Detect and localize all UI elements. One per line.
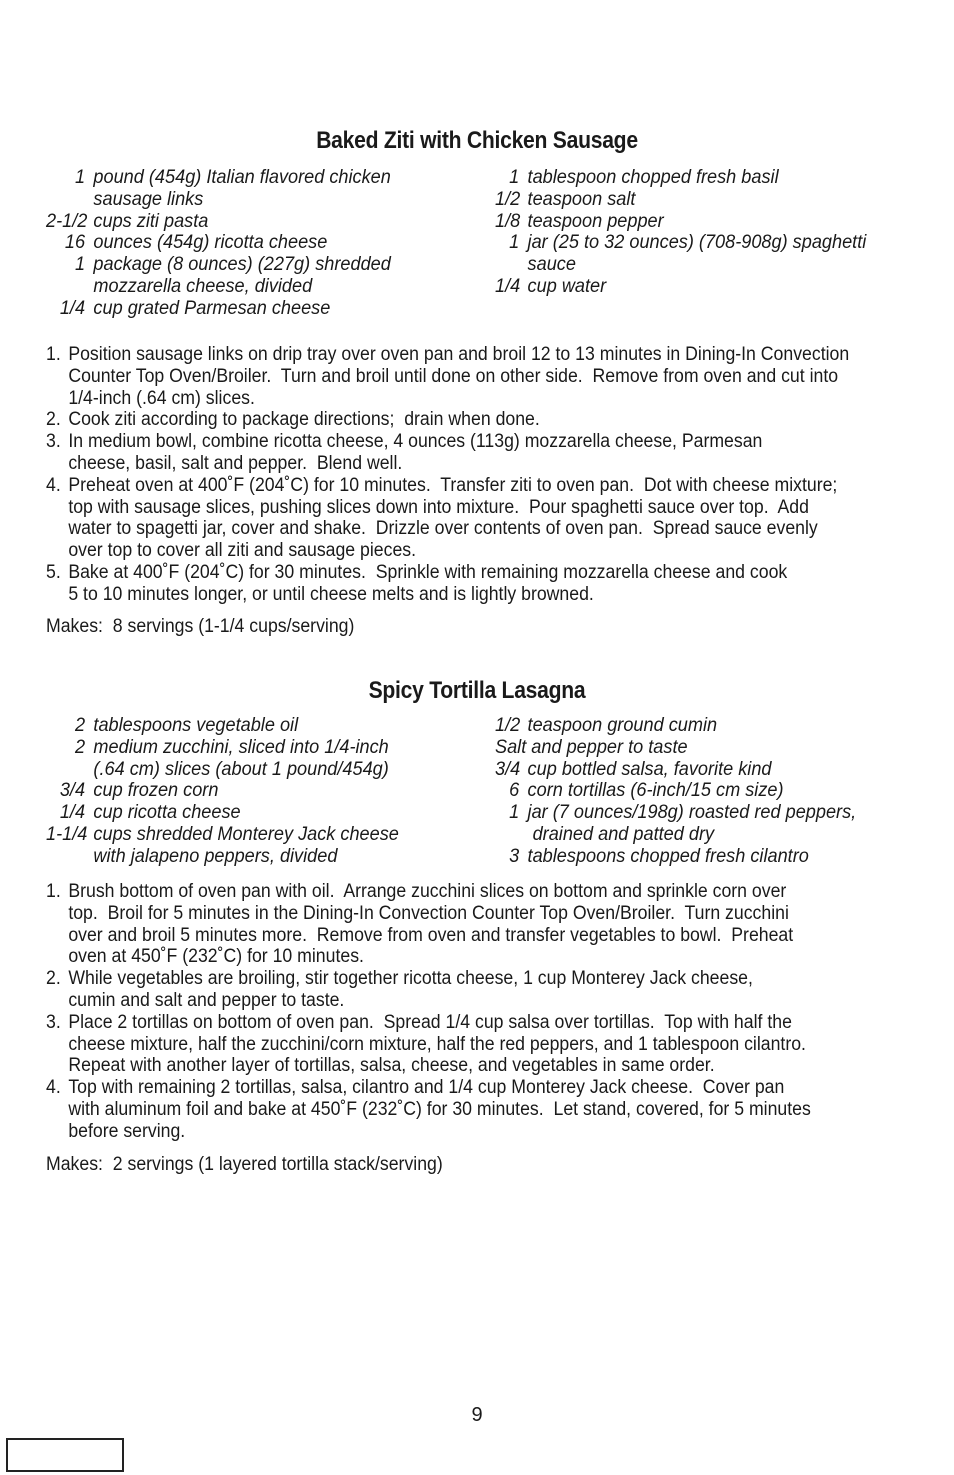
ingredient-item xyxy=(46,254,437,298)
ingredient-amount: 1 xyxy=(509,801,520,824)
step-text-line: Cook ziti according to package directions; drain when done. xyxy=(68,409,540,431)
step-number: 4. xyxy=(46,1077,61,1099)
step-text-line: Position sausage links on drip tray over oven pan and broil 12 to 13 minutes in Dining-In Convection xyxy=(68,344,850,365)
ingredient-amount: 1 xyxy=(509,231,520,254)
ingredient-text: medium zucchini, sliced into 1/4-inch xyxy=(93,735,389,758)
ingredient-text: ounces (454g) ricotta cheese xyxy=(93,231,328,254)
step-number: 1. xyxy=(46,344,61,365)
ingredient-text: jar (7 ounces/198g) roasted red peppers, xyxy=(527,801,857,824)
ingredient-text: (.64 cm) slices (about 1 pound/454g) xyxy=(93,757,389,780)
instruction-list xyxy=(46,881,846,1143)
instruction-list xyxy=(46,344,850,606)
ingredient-amount: 1/4 xyxy=(59,296,86,319)
ingredient-text: teaspoon pepper xyxy=(527,209,664,232)
ingredient-item xyxy=(46,232,437,254)
ingredient-amount: 1 xyxy=(74,166,86,188)
ingredient-item xyxy=(495,189,895,211)
ingredient-amount: 1/2 xyxy=(495,714,521,736)
ingredient-text: drained and patted dry xyxy=(527,822,715,845)
ingredient-item xyxy=(495,167,895,189)
step-text-line: cheese, basil, salt and pepper. Blend well. xyxy=(68,452,403,474)
step-text-line: While vegetables are broiling, stir together ricotta cheese, 1 cup Monterey Jack cheese, xyxy=(68,968,753,990)
ingredient-item xyxy=(495,802,895,846)
ingredient-item xyxy=(46,824,437,868)
ingredient-item xyxy=(46,298,437,320)
instruction-step xyxy=(46,409,846,431)
step-text-line: over top to cover all ziti and sausage pieces. xyxy=(68,540,417,562)
ingredient-amount: 1 xyxy=(74,253,86,276)
step-text-line: before serving. xyxy=(68,1120,186,1142)
ingredient-text: Salt and pepper to taste xyxy=(495,735,688,758)
ingredient-text: pound (454g) Italian flavored chicken xyxy=(93,166,391,188)
instruction-step xyxy=(46,562,846,606)
ingredient-text: cup frozen corn xyxy=(93,779,219,802)
page-number: 9 xyxy=(471,1404,483,1426)
ingredient-item xyxy=(46,167,437,211)
ingredient-item xyxy=(46,211,437,233)
ingredient-text: cups ziti pasta xyxy=(93,209,209,232)
ingredient-item xyxy=(495,211,895,233)
step-text-line: Bake at 400˚F (204˚C) for 30 minutes. Sprinkle with remaining mozzarella cheese and cook xyxy=(68,561,788,583)
step-text-line: over and broil 5 minutes more. Remove from oven and transfer vegetables to bowl. Preheat xyxy=(68,924,794,946)
step-text-line: Counter Top Oven/Broiler. Turn and broil until done on other side. Remove from oven and cut into xyxy=(68,365,839,387)
step-text-line: oven at 450˚F (232˚C) for 10 minutes. xyxy=(68,946,364,968)
instruction-step xyxy=(46,431,846,475)
step-number: 3. xyxy=(46,431,61,453)
step-text-line: with aluminum foil and bake at 450˚F (232˚C) for 30 minutes. Let stand, covered, for 5 minutes xyxy=(68,1098,811,1120)
ingredient-list-right xyxy=(495,167,895,298)
ingredient-item xyxy=(495,276,895,298)
ingredient-amount: 1-1/4 xyxy=(46,822,88,845)
step-text-line: 1/4-inch (.64 cm) slices. xyxy=(68,387,255,409)
ingredient-text: corn tortillas (6-inch/15 cm size) xyxy=(527,779,784,802)
instruction-step xyxy=(46,881,846,968)
ingredient-text: tablespoons vegetable oil xyxy=(93,714,299,736)
ingredient-amount: 3/4 xyxy=(59,779,86,802)
ingredient-item xyxy=(495,737,895,759)
ingredient-item xyxy=(46,715,437,737)
ingredient-text: sausage links xyxy=(93,187,204,210)
ingredient-text: mozzarella cheese, divided xyxy=(93,274,313,297)
step-text-line: cheese mixture, half the zucchini/corn mixture, half the red peppers, and 1 tablespoon cilantro. xyxy=(68,1033,806,1055)
ingredient-text: with jalapeno peppers, divided xyxy=(93,844,338,867)
ingredient-amount: 1/8 xyxy=(495,209,521,232)
recipe-title: Spicy Tortilla Lasagna xyxy=(368,677,586,704)
recipe-title: Baked Ziti with Chicken Sausage xyxy=(316,127,638,154)
ingredient-text: cup grated Parmesan cheese xyxy=(93,296,331,319)
ingredient-text: cup ricotta cheese xyxy=(93,801,241,824)
servings-note: Makes: 2 servings (1 layered tortilla stack/serving) xyxy=(46,1154,443,1175)
instruction-step xyxy=(46,1012,846,1077)
ingredient-item xyxy=(495,846,895,868)
ingredient-item xyxy=(495,232,895,276)
ingredient-text: package (8 ounces) (227g) shredded xyxy=(93,253,391,276)
step-number: 5. xyxy=(46,561,61,583)
instruction-step xyxy=(46,1077,846,1142)
step-text-line: cumin and salt and pepper to taste. xyxy=(68,989,345,1011)
instruction-step xyxy=(46,344,850,409)
step-text-line: Preheat oven at 400˚F (204˚C) for 10 minutes. Transfer ziti to oven pan. Dot with cheese mixture; xyxy=(68,474,838,496)
ingredient-text: tablespoons chopped fresh cilantro xyxy=(527,844,809,867)
ingredient-list-right xyxy=(495,715,895,868)
ingredient-amount: 6 xyxy=(509,779,520,802)
ingredient-amount: 2-1/2 xyxy=(46,209,88,232)
step-text-line: 5 to 10 minutes longer, or until cheese melts and is lightly browned. xyxy=(68,583,594,605)
corner-box xyxy=(6,1438,124,1472)
servings-note: Makes: 8 servings (1-1/4 cups/serving) xyxy=(46,616,355,637)
step-number: 2. xyxy=(46,409,61,431)
ingredient-amount: 3 xyxy=(509,844,520,867)
ingredient-item xyxy=(495,715,895,737)
ingredient-text: cup water xyxy=(527,274,607,297)
ingredient-text: tablespoon chopped fresh basil xyxy=(527,166,779,188)
step-text-line: Top with remaining 2 tortillas, salsa, cilantro and 1/4 cup Monterey Jack cheese. Cover pan xyxy=(68,1077,785,1099)
ingredient-amount: 2 xyxy=(74,714,86,736)
step-number: 1. xyxy=(46,881,61,902)
ingredient-item xyxy=(46,780,437,802)
ingredient-item xyxy=(495,780,895,802)
ingredient-item xyxy=(46,802,437,824)
step-text-line: top. Broil for 5 minutes in the Dining-In Convection Counter Top Oven/Broiler. Turn zucchini xyxy=(68,902,789,924)
ingredient-list-left xyxy=(46,715,437,868)
ingredient-text: jar (25 to 32 ounces) (708-908g) spaghetti xyxy=(527,231,867,254)
ingredient-item xyxy=(46,737,437,781)
ingredient-text: teaspoon salt xyxy=(527,187,636,210)
step-text-line: Brush bottom of oven pan with oil. Arrange zucchini slices on bottom and sprinkle corn over xyxy=(68,881,787,902)
step-number: 2. xyxy=(46,968,61,990)
instruction-step xyxy=(46,475,846,562)
ingredient-amount: 1/4 xyxy=(59,801,86,824)
ingredient-list-left xyxy=(46,167,437,320)
ingredient-amount: 2 xyxy=(74,735,86,758)
ingredient-text: cups shredded Monterey Jack cheese xyxy=(93,822,399,845)
step-text-line: Repeat with another layer of tortillas, salsa, cheese, and vegetables in same order. xyxy=(68,1055,715,1077)
step-text-line: Place 2 tortillas on bottom of oven pan. Spread 1/4 cup salsa over tortillas. Top with half the xyxy=(68,1011,792,1033)
step-number: 3. xyxy=(46,1011,61,1033)
ingredient-item xyxy=(495,759,895,781)
ingredient-amount: 1/2 xyxy=(495,187,521,210)
ingredient-amount: 16 xyxy=(64,231,86,254)
step-text-line: water to spagetti jar, cover and shake. Drizzle over contents of oven pan. Spread sauce evenly xyxy=(68,518,818,540)
instruction-step xyxy=(46,968,846,1012)
ingredient-text: teaspoon ground cumin xyxy=(527,714,718,736)
step-text-line: top with sausage slices, pushing slices down into mixture. Pour spaghetti sauce over top. Add xyxy=(68,496,809,518)
ingredient-amount: 3/4 xyxy=(495,757,521,780)
step-text-line: In medium bowl, combine ricotta cheese, 4 ounces (113g) mozzarella cheese, Parmesan xyxy=(68,431,763,453)
ingredient-text: cup bottled salsa, favorite kind xyxy=(527,757,772,780)
ingredient-text: sauce xyxy=(527,253,576,276)
step-number: 4. xyxy=(46,474,61,496)
ingredient-amount: 1 xyxy=(509,166,520,188)
ingredient-amount: 1/4 xyxy=(495,274,521,297)
